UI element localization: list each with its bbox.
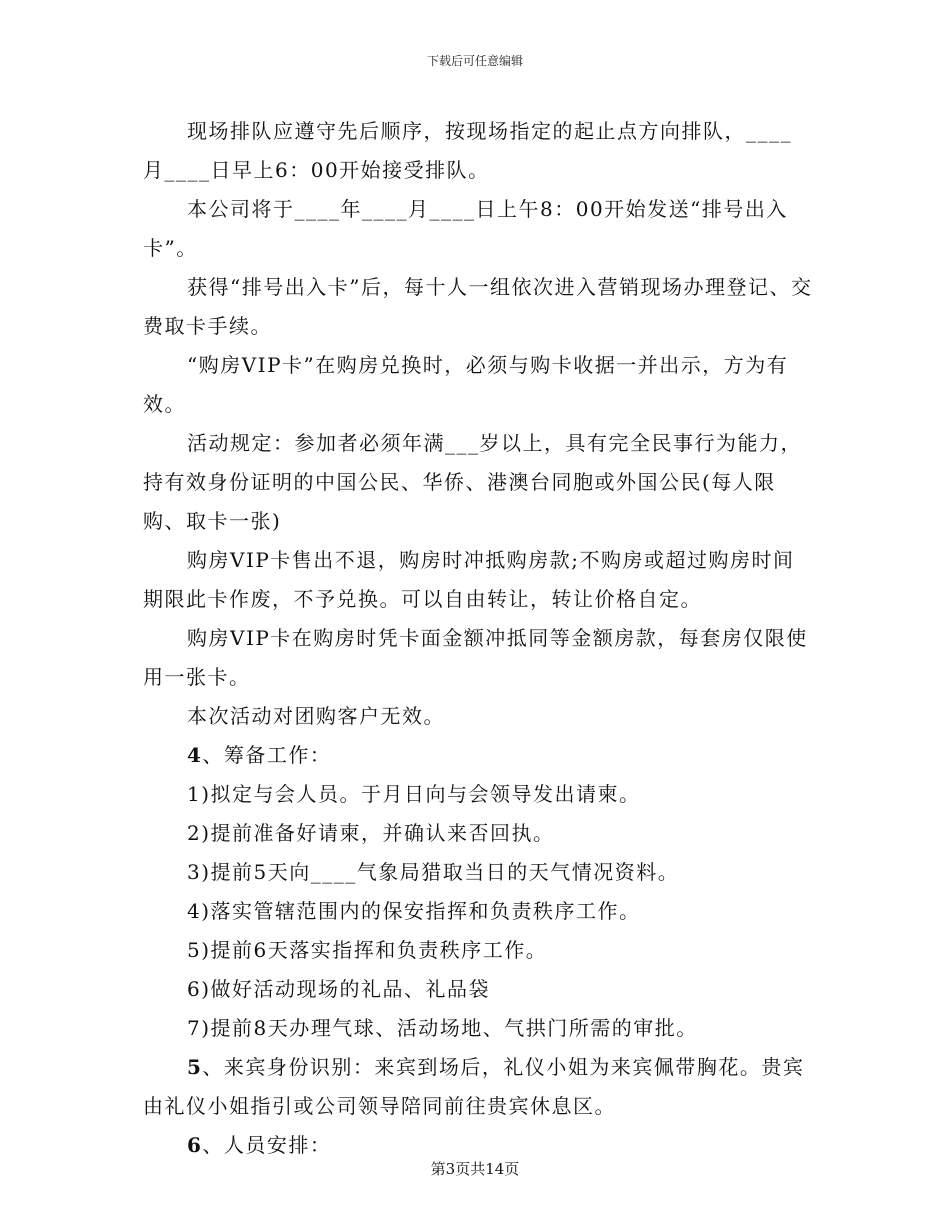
section-title: 、人员安排： [202, 1133, 332, 1157]
list-item: 1)拟定与会人员。于月日向与会领导发出请柬。 [187, 782, 641, 806]
section-guest-identification [143, 1048, 813, 1126]
section-title: 、筹备工作： [202, 743, 332, 767]
paragraph-vip-card-redeem: “购房VIP卡”在购房兑换时，必须与购卡收据一并出示，方为有效。 [143, 353, 789, 416]
list-item: 5)提前6天落实指挥和负责秩序工作。 [187, 938, 548, 962]
list-item: 3)提前5天向____气象局猎取当日的天气情况资料。 [187, 860, 680, 884]
list-item: 2)提前准备好请柬，并确认来否回执。 [187, 821, 555, 845]
section-text: 、来宾身份识别：来宾到场后，礼仪小姐为来宾佩带胸花。贵宾由礼仪小姐指引或公司领导陪同前往贵宾休息区。 [143, 1055, 805, 1118]
paragraph-group-purchase: 本次活动对团购客户无效。 [187, 704, 445, 728]
paragraph-no-refund: 购房VIP卡售出不退，购房时冲抵购房款;不购房或超过购房时间期限此卡作废，不予兑换。可以自由转让，转让价格自定。 [143, 548, 795, 611]
list-item: 6)做好活动现场的礼品、礼品袋 [187, 977, 491, 1001]
list-item: 4)落实管辖范围内的保安指挥和负责秩序工作。 [187, 899, 641, 923]
paragraph-send-card: 本公司将于____年____月____日上午8：00开始发送“排号出入卡”。 [143, 197, 788, 260]
page-header: 下载后可任意编辑 [426, 54, 523, 68]
document-body [143, 112, 813, 1165]
paragraph-card-value: 购房VIP卡在购房时凭卡面金额冲抵同等金额房款，每套房仅限使用一张卡。 [143, 626, 808, 689]
page-footer: 第3页共14页 [430, 1160, 520, 1178]
section-heading-preparation [143, 736, 813, 775]
section-number: 6 [187, 1133, 203, 1157]
paragraph-registration: 获得“排号出入卡”后，每十人一组依次进入营销现场办理登记、交费取卡手续。 [143, 275, 813, 338]
section-number: 5 [187, 1055, 203, 1079]
list-item: 7)提前8天办理气球、活动场地、气拱门所需的审批。 [187, 1016, 698, 1040]
paragraph-activity-rules: 活动规定：参加者必须年满___岁以上，具有完全民事行为能力，持有效身份证明的中国公民、华侨、港澳台同胞或外国公民(每人限购、取卡一张) [143, 431, 802, 533]
paragraph-queue: 现场排队应遵守先后顺序，按现场指定的起止点方向排队，____月____日早上6：00开始接受排队。 [143, 119, 792, 182]
section-number: 4 [187, 743, 203, 767]
